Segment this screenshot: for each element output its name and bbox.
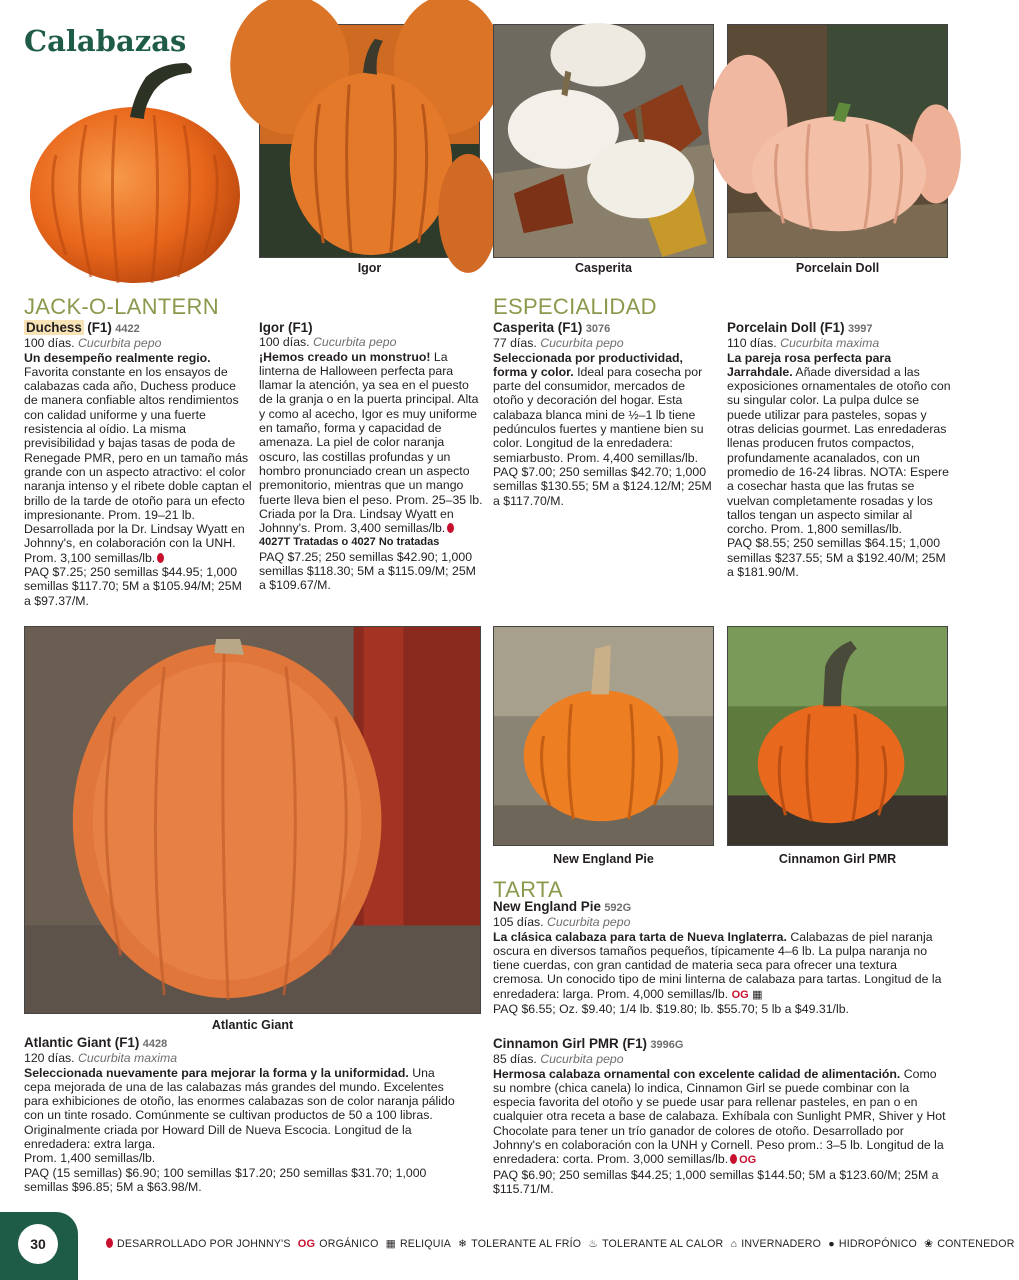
atlantic-photo (24, 626, 481, 1014)
casperita-body: Ideal para cosecha por parte del consumidor, mercados de otoño y decoración del hogar. Esta calabaza blanca mini de ½–1 lb tiene pedúnculos fuertes y mantiene bien su color. Longitud de la enredadera: semiarbusto. Prom. 4,400 semillas/lb. (493, 364, 704, 465)
nep-code: 592G (604, 902, 632, 914)
legend-heirloom: RELIQUIA (399, 1238, 452, 1250)
organic-icon: OG (731, 988, 749, 1001)
casperita-caption: Casperita (575, 261, 632, 275)
atlantic-caption: Atlantic Giant (211, 1018, 294, 1032)
nep-days: 105 días. (493, 915, 544, 930)
duchess-photo (26, 55, 244, 287)
nep-prices: PAQ $6.55; Oz. $9.40; 1/4 lb. $19.80; lb. $55.70; 5 lb a $49.31/lb. (493, 1002, 849, 1017)
cinnamon-photo (727, 626, 948, 846)
atlantic-code: 4428 (142, 1038, 168, 1050)
section-tarta: TARTA (493, 877, 563, 902)
igor-name: Igor (F1) (259, 320, 313, 335)
cinnamon-days: 85 días. (493, 1052, 537, 1067)
atlantic-entry (24, 1036, 464, 1194)
atlantic-lead: Seleccionada nuevamente para mejorar la forma y la uniformidad. (24, 1065, 409, 1080)
porcelain-lead: La pareja rosa perfecta para Jarrahdale. (727, 350, 892, 379)
heirloom-icon: ▦ (752, 988, 763, 1001)
nep-entry (493, 900, 948, 1016)
page-number: 30 (18, 1224, 58, 1264)
igor-entry (259, 321, 485, 593)
porcelain-photo (727, 24, 948, 258)
cinnamon-code: 3996G (650, 1039, 684, 1051)
cinnamon-prices: PAQ $6.90; 250 semillas $44.25; 1,000 semillas $144.50; 5M a $123.60/M; 25M a $115.71/M. (493, 1167, 939, 1196)
igor-days: 100 días. (259, 335, 310, 350)
nep-photo (493, 626, 714, 846)
igor-body: La linterna de Halloween perfecta para llamar la atención, ya sea en el puesto de la granja o en la puerta principal. Alta y como al acecho, Igor es muy uniforme en tamaño, forma y capacidad de amenaza. La piel de color naranja oscuro, las costillas profundas y un hombro pronunciado crean un aspecto premonitorio, mientras que un mango fuerte lleva bien el peso. Prom. 25–35 lb. Criada por la Dra. Lindsay Wyatt en Johnny's. Prom. 3,400 semillas/lb. (259, 349, 483, 536)
casperita-days: 77 días. (493, 336, 537, 351)
porcelain-caption: Porcelain Doll (795, 261, 880, 275)
section-especialidad: ESPECIALIDAD (493, 294, 657, 319)
atlantic-species: Cucurbita maxima (78, 1051, 178, 1066)
porcelain-prices: PAQ $8.55; 250 semillas $64.15; 1,000 semillas $237.55; 5M a $192.40/M; 25M a $181.90/M. (727, 536, 946, 580)
porcelain-code: 3997 (847, 323, 873, 335)
page-tab (0, 1212, 78, 1280)
legend-organic: ORGÁNICO (319, 1238, 379, 1250)
atlantic-prices: PAQ (15 semillas) $6.90; 100 semillas $17.20; 250 semillas $31.70; 1,000 semillas $96.85; 5M a $63.98/M. (24, 1165, 427, 1194)
legend-hydro: HIDROPÓNICO (838, 1238, 917, 1250)
heirloom-icon: ▦ (385, 1238, 396, 1250)
page-title: Calabazas (24, 24, 187, 58)
casperita-photo (493, 24, 714, 258)
cinnamon-body: Como su nombre (chica canela) lo indica, Cinnamon Girl se puede combinar con la especia favorita del otoño y se puede usar para rellenar pasteles, en pan o en cualquier otra receta a base de calabaza. Exhíbala con Sunlight PMR, Shiver y Hot Chocolate para tener un trío ganador de colores de otoño. Desarrollado por Johnny's en colaboración con la UNH y Cornell. Peso prom.: 3–5 lb. Longitud de la enredadera: corta. Prom. 3,000 semillas/lb. (493, 1066, 946, 1167)
porcelain-days: 110 días. (727, 336, 777, 351)
cinnamon-entry (493, 1037, 948, 1196)
legend-heat: TOLERANTE AL CALOR (602, 1238, 724, 1250)
porcelain-name: Porcelain Doll (F1) (727, 320, 845, 335)
casperita-lead: Seleccionada por productividad, forma y color. (493, 350, 683, 379)
johnnys-seed-icon (730, 1154, 737, 1164)
cinnamon-name: Cinnamon Girl PMR (F1) (493, 1036, 647, 1051)
organic-icon: OG (739, 1154, 757, 1167)
legend-johnnys: DESARROLLADO POR JOHNNY'S (117, 1238, 291, 1250)
duchess-lead: Un desempeño realmente regio. (24, 350, 211, 365)
nep-name: New England Pie (493, 899, 601, 914)
section-jack-o-lantern: JACK-O-LANTERN (24, 294, 219, 319)
igor-lead: ¡Hemos creado un monstruo! (259, 349, 431, 364)
droplet-icon: ● (828, 1238, 835, 1250)
casperita-entry (493, 321, 715, 508)
legend-container: CONTENEDOR (937, 1238, 1015, 1250)
atlantic-body: Una cepa mejorada de una de las calabazas más grandes del mundo. Excelentes para exhibiciones de otoño, las enormes calabazas son de color naranja pálido con un tinte rosado. Comúnmente se cultivan productos de 50 a 100 libras. Originalmente criada por Howard Dill de Nueva Escocia. Longitud de la enredadera: extra larga. (24, 1065, 455, 1152)
duchess-code: 4422 (115, 323, 140, 335)
casperita-species: Cucurbita pepo (540, 336, 624, 351)
cinnamon-caption: Cinnamon Girl PMR (778, 852, 897, 866)
casperita-code: 3076 (585, 323, 611, 335)
igor-prices: PAQ $7.25; 250 semillas $42.90; 1,000 semillas $118.30; 5M a $115.09/M; 25M a $109.67/M. (259, 549, 476, 593)
duchess-body: Favorita constante en los ensayos de calabazas cada año, Duchess produce de manera confiable altos rendimientos con calidad uniforme y una fuerte resistencia al oídio. La misma previsibilidad y bajas tasas de poda de Renegade PMR, pero en un tamaño más grande con un aspecto atractivo: el color naranja intenso y el ribete doble captan el brillo de la tarde de otoño para un efecto impresionante. Prom. 19–21 lb. Desarrollada por la Dr. Lindsay Wyatt en Johnny's, en colaboración con la UNH. Prom. 3,100 semillas/lb. (24, 364, 252, 565)
duchess-days: 100 días. (24, 336, 75, 351)
atlantic-name: Atlantic Giant (F1) (24, 1035, 140, 1050)
snowflake-icon: ❄ (458, 1238, 468, 1250)
johnnys-seed-icon (106, 1238, 113, 1248)
casperita-prices: PAQ $7.00; 250 semillas $42.70; 1,000 semillas $130.55; 5M a $124.12/M; 25M a $117.70/M. (493, 464, 712, 508)
igor-photo (259, 24, 480, 258)
nep-species: Cucurbita pepo (547, 915, 631, 930)
duchess-name: Duchess (26, 320, 82, 335)
casperita-name: Casperita (F1) (493, 320, 583, 335)
duchess-entry (24, 321, 252, 608)
organic-icon: OG (297, 1238, 316, 1250)
johnnys-seed-icon (447, 523, 454, 533)
porcelain-entry (727, 321, 953, 579)
nep-lead: La clásica calabaza para tarta de Nueva Inglaterra. (493, 929, 787, 944)
duchess-prices: PAQ $7.25; 250 semillas $44.95; 1,000 semillas $117.70; 5M a $105.94/M; 25M a $97.37/M. (24, 565, 242, 608)
duchess-f1: (F1) (87, 320, 112, 335)
atlantic-avg: Prom. 1,400 semillas/lb. (24, 1151, 156, 1166)
container-icon: ❀ (924, 1238, 934, 1250)
greenhouse-icon: ⌂ (730, 1238, 738, 1250)
legend-cold: TOLERANTE AL FRÍO (471, 1238, 582, 1250)
igor-treatment: 4027T Tratadas o 4027 No tratadas (259, 536, 440, 549)
legend-greenhouse: INVERNADERO (741, 1238, 822, 1250)
porcelain-species: Cucurbita maxima (780, 336, 880, 351)
igor-caption: Igor (357, 261, 382, 275)
icon-legend (104, 1238, 1019, 1250)
cinnamon-species: Cucurbita pepo (540, 1052, 624, 1067)
cinnamon-lead: Hermosa calabaza ornamental con excelente calidad de alimentación. (493, 1066, 901, 1081)
nep-caption: New England Pie (553, 852, 654, 866)
duchess-species: Cucurbita pepo (78, 336, 162, 351)
johnnys-seed-icon (157, 553, 164, 563)
footer (0, 1212, 1015, 1280)
nep-body: Calabazas de piel naranja oscura en diversos tamaños pequeños, típicamente 4–6 lb. La pulpa naranja no tiene cuerdas, con gran cantidad de materia seca para ofrecer una textura cremosa. Un conocido tipo de mini linterna de calabaza para tartas. Longitud de la enredadera: larga. Prom. 4,000 semillas/lb. (493, 929, 942, 1001)
igor-species: Cucurbita pepo (313, 335, 397, 350)
heat-icon: ♨ (588, 1238, 599, 1250)
atlantic-days: 120 días. (24, 1051, 75, 1066)
porcelain-body: Añade diversidad a las exposiciones ornamentales de otoño con su singular color. La pulpa dulce se puede utilizar para pasteles, sopas y otras delicias gourmet. Las enredaderas llenas producen frutos compactos, profundamente acanalados, con un promedio de 16-24 libras. NOTA: Espere a cosechar hasta que las frutas se vuelvan completamente rosadas y los tallos tengan un aspecto similar al corcho. Prom. 1,800 semillas/lb. (727, 364, 951, 537)
